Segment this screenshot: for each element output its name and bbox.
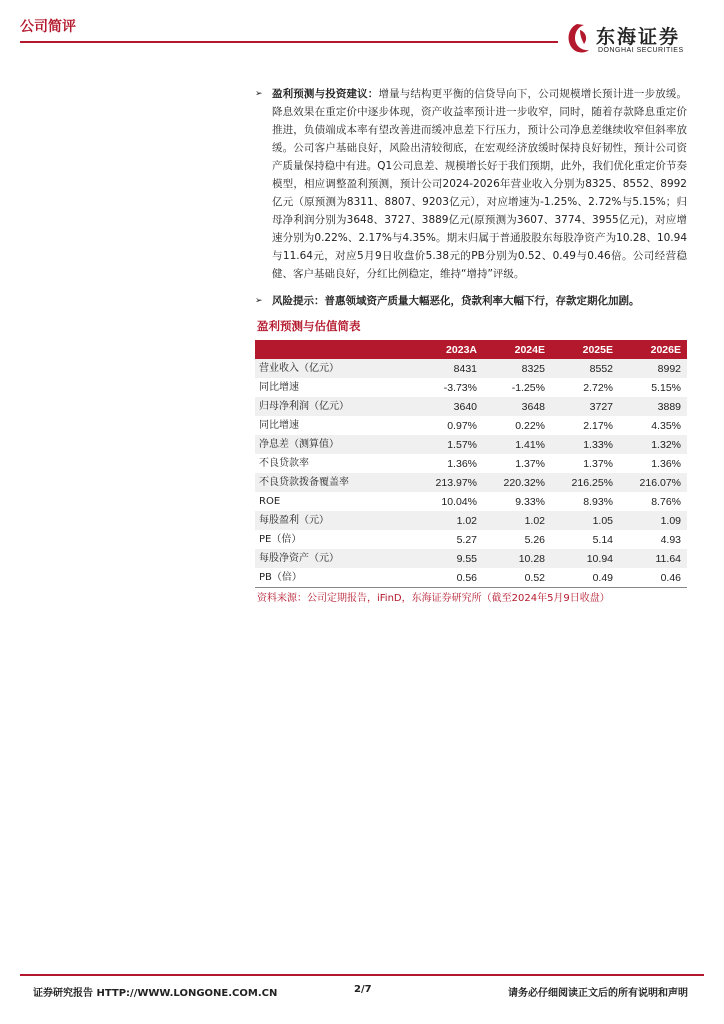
table-cell: 1.41%: [483, 435, 551, 454]
table-cell: 10.04%: [441, 495, 477, 508]
footer-website: 证券研究报告 HTTP://WWW.LONGONE.COM.CN: [33, 988, 278, 999]
risk-paragraph: [255, 292, 687, 310]
table-row: [255, 511, 687, 530]
table-cell: 0.49: [551, 568, 619, 588]
bullet-arrow-icon: ➢: [255, 296, 263, 306]
table-cell: 5.26: [524, 533, 545, 546]
column-header: 2023A: [415, 340, 483, 359]
table-row: [255, 359, 687, 378]
table-cell: 2.72%: [583, 381, 613, 394]
table-cell: 0.22%: [515, 419, 545, 432]
table-row: [255, 378, 687, 397]
risk-label: 风险提示：: [272, 295, 325, 307]
report-type-title: 公司简评: [20, 19, 76, 35]
page-number: 2/7: [354, 984, 372, 995]
table-cell: 3640: [415, 397, 483, 416]
table-cell: 0.56: [415, 568, 483, 588]
table-cell: 220.32%: [483, 473, 551, 492]
forecast-text: 增量与结构更平衡的信贷导向下，公司规模增长预计进一步放缓。降息效果在重定价中逐步体现，资产收益率预计进一步收窄，同时，随着存款降息重定价推进，负债端成本率有望改善进而缓冲息差下行压力，预计公司净息差继续收窄但斜率放缓。公司客户基础良好，风险出清较彻底，在宏观经济放缓时保持良好韧性，预计公司资产质量保持稳中有进。Q1公司息差、规模增长好于我们预期，此外，我们优化重定价节奏模型，相应调整盈利预测，预计公司2024-2026年营业收入分别为8325、8552、8992亿元（原预测为8311、8807、9203亿元），对应增速为-1.25%、2.72%与5.15%；归母净利润分别为3648、3727、3889亿元(原预测为3607、3774、3955亿元)，对应增速分别为0.22%、2.17%与4.35%。期末归属于普通股股东每股净资产为10.28、10.94与11.64元，对应5月9日收盘价5.38元的PB分别为0.52、0.49与0.46倍。公司经营稳健、客户基础良好，分红比例稳定，维持“增持”评级。: [272, 88, 688, 280]
table-cell: 1.32%: [619, 435, 687, 454]
table-cell: 8431: [415, 359, 483, 378]
table-cell: 8.93%: [583, 495, 613, 508]
row-label: 每股盈利（元）: [255, 511, 415, 530]
table-row: [255, 397, 687, 416]
earnings-forecast-table: [255, 340, 687, 588]
row-label: 净息差（测算值）: [255, 435, 415, 454]
logo-mark-icon: [562, 22, 592, 56]
column-header: [255, 340, 415, 359]
table-title: 盈利预测与估值简表: [257, 319, 361, 333]
row-label: 归母净利润（亿元）: [255, 397, 415, 416]
row-label: ROE: [259, 495, 281, 507]
table-row: [255, 492, 687, 511]
table-cell: 0.97%: [447, 419, 477, 432]
table-row: [255, 549, 687, 568]
logo-english-name: DONGHAI SECURITIES: [598, 47, 684, 54]
table-cell: 9.55: [415, 549, 483, 568]
row-label: PB（倍）: [255, 568, 415, 588]
row-label: 不良贷款率: [259, 457, 309, 469]
row-label: 每股净资产（元）: [255, 549, 415, 568]
footer-divider: [20, 974, 704, 976]
table-cell: 1.36%: [447, 457, 477, 470]
table-cell: 216.25%: [551, 473, 619, 492]
row-label: 营业收入（亿元）: [255, 359, 415, 378]
table-cell: -1.25%: [511, 381, 545, 394]
table-cell: 5.27: [456, 533, 477, 546]
table-cell: 1.37%: [583, 457, 613, 470]
table-cell: 4.35%: [651, 419, 681, 432]
header-divider: [20, 41, 558, 43]
table-cell: 1.37%: [515, 457, 545, 470]
column-header: 2025E: [551, 340, 619, 359]
table-cell: 1.09: [619, 511, 687, 530]
table-row: [255, 530, 687, 549]
table-row: [255, 568, 687, 588]
table-cell: 8992: [619, 359, 687, 378]
table-cell: 216.07%: [619, 473, 687, 492]
table-cell: 8552: [551, 359, 619, 378]
table-cell: 3648: [483, 397, 551, 416]
main-content: [255, 85, 687, 608]
table-cell: 1.36%: [651, 457, 681, 470]
table-row: [255, 454, 687, 473]
table-cell: -3.73%: [443, 381, 477, 394]
table-cell: 1.02: [483, 511, 551, 530]
table-cell: 4.93: [660, 533, 681, 546]
bullet-arrow-icon: ➢: [255, 89, 263, 99]
table-header-row: [255, 340, 687, 359]
forecast-paragraph: [255, 85, 687, 283]
forecast-label: 盈利预测与投资建议：: [272, 88, 379, 100]
table-cell: 213.97%: [415, 473, 483, 492]
table-cell: 1.33%: [551, 435, 619, 454]
row-label: 同比增速: [259, 381, 299, 393]
table-cell: 3727: [551, 397, 619, 416]
risk-text: 普惠领域资产质量大幅恶化，贷款利率大幅下行，存款定期化加剧。: [324, 295, 640, 307]
table-cell: 8325: [483, 359, 551, 378]
company-logo: [562, 22, 712, 58]
table-cell: 1.05: [551, 511, 619, 530]
row-label: 同比增速: [259, 419, 299, 431]
table-cell: 10.28: [483, 549, 551, 568]
table-cell: 0.46: [619, 568, 687, 588]
footer-disclaimer: 请务必仔细阅读正文后的所有说明和声明: [508, 988, 688, 999]
table-cell: 10.94: [551, 549, 619, 568]
table-cell: 1.02: [415, 511, 483, 530]
table-cell: 5.15%: [651, 381, 681, 394]
logo-chinese-name: 东海证券: [596, 26, 681, 48]
table-row: [255, 416, 687, 435]
table-row: [255, 473, 687, 492]
table-cell: 1.57%: [415, 435, 483, 454]
column-header: 2026E: [619, 340, 687, 359]
table-row: [255, 435, 687, 454]
table-cell: 3889: [619, 397, 687, 416]
table-source-note: 资料来源：公司定期报告，iFinD，东海证券研究所（截至2024年5月9日收盘）: [257, 593, 610, 604]
table-cell: 0.52: [483, 568, 551, 588]
row-label: 不良贷款拨备覆盖率: [255, 473, 415, 492]
column-header: 2024E: [483, 340, 551, 359]
table-cell: 9.33%: [515, 495, 545, 508]
row-label: PE（倍）: [259, 533, 302, 545]
table-cell: 5.14: [592, 533, 613, 546]
table-cell: 11.64: [619, 549, 687, 568]
table-cell: 8.76%: [651, 495, 681, 508]
table-cell: 2.17%: [583, 419, 613, 432]
